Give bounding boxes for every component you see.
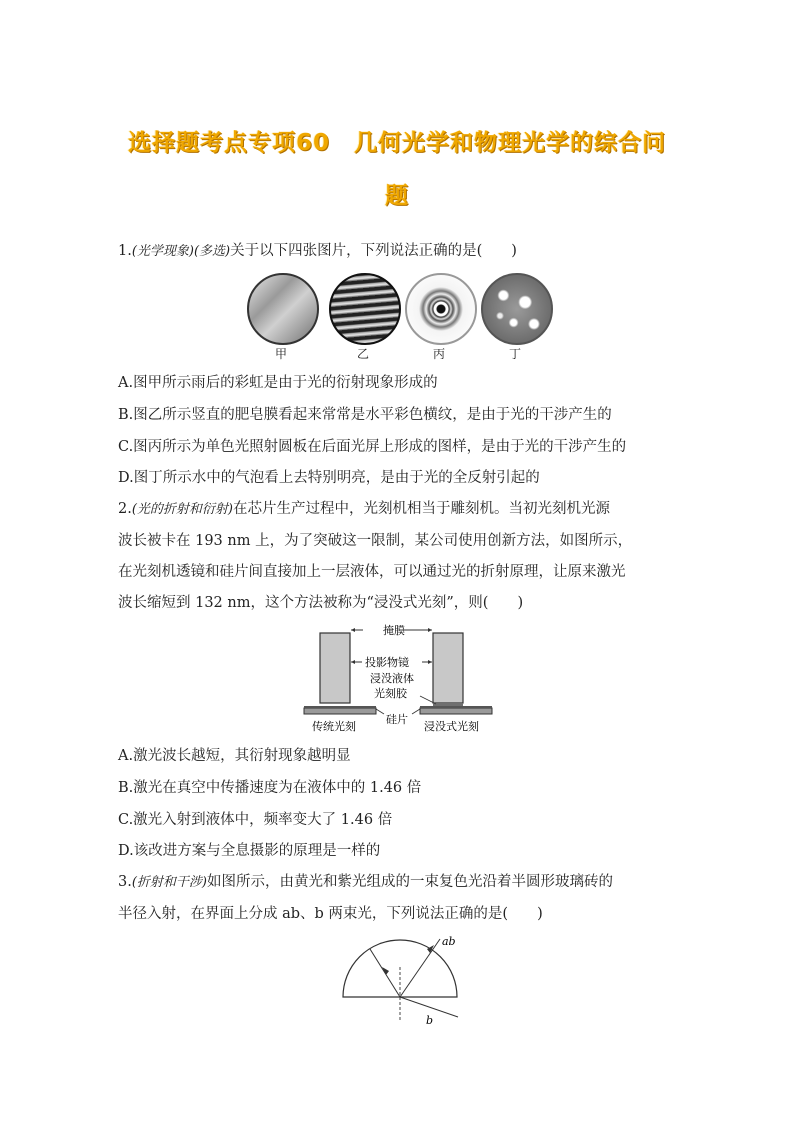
- label-immersion-lithography: 浸没式光刻: [424, 720, 479, 733]
- semicircle-glass-diagram: [330, 925, 470, 1025]
- reflected-ray-ab: [400, 939, 440, 997]
- wafer-pointer-right: [412, 709, 420, 714]
- question-text: 如图所示，由黄光和紫光组成的一束复色光沿着半圆形玻璃砖的: [207, 874, 613, 890]
- q2-option-b: B.激光在真空中传播速度为在液体中的 1.46 倍: [118, 780, 422, 796]
- question-2-stem-line-4: 波长缩短到 132 nm，这个方法被称为“浸没式光刻”，则( ): [118, 595, 524, 611]
- caption-ding: 丁: [508, 347, 521, 361]
- label-projection-lens: 投影物镜: [365, 656, 409, 669]
- page-title-line-1: 选择题考点专项60 几何光学和物理光学的综合问: [127, 130, 666, 156]
- water-bubbles-photo: [481, 273, 553, 345]
- question-3-stem-line-2: 半径入射，在界面上分成 ab、b 两束光，下列说法正确的是( ): [118, 906, 543, 922]
- question-2-stem-line-1: [118, 499, 610, 520]
- left-projection-lens: [320, 633, 350, 703]
- mask-arrow-right-head: [428, 628, 432, 632]
- question-tag: (折射和干涉): [131, 875, 207, 890]
- question-3-stem-line-1: [118, 872, 613, 893]
- lithography-diagram: [300, 622, 500, 740]
- question-1-stem: [118, 241, 517, 262]
- question-text: 关于以下四张图片，下列说法正确的是( ): [230, 243, 517, 259]
- caption-bing: 丙: [432, 347, 445, 361]
- q2-option-d: D.该改进方案与全息摄影的原理是一样的: [118, 843, 381, 859]
- q1-option-a: A.图甲所示雨后的彩虹是由于光的衍射现象形成的: [118, 375, 438, 391]
- page-title-line-2: 题: [385, 183, 409, 209]
- rainbow-photo: [247, 273, 319, 345]
- label-b: b: [426, 1014, 434, 1025]
- lens-arrow-left-head: [351, 660, 355, 664]
- q2-option-a: A.激光波长越短，其衍射现象越明显: [118, 748, 351, 764]
- label-ab: ab: [442, 935, 456, 948]
- question-tag: (光学现象)(多选): [131, 244, 231, 259]
- question-2-stem-line-2: 波长被卡在 193 nm 上，为了突破这一限制，某公司使用创新方法，如图所示，: [118, 533, 633, 549]
- lens-arrow-right-head: [428, 660, 432, 664]
- question-tag: (光的折射和衍射): [131, 502, 233, 517]
- question-text: 在芯片生产过程中，光刻机相当于雕刻机。当初光刻机光源: [233, 501, 610, 517]
- label-traditional-lithography: 传统光刻: [312, 720, 356, 733]
- immersion-liquid: [433, 703, 463, 706]
- circular-plate-diffraction-photo: [405, 273, 477, 345]
- q1-option-b: B.图乙所示竖直的肥皂膜看起来常常是水平彩色横纹，是由于光的干涉产生的: [118, 407, 612, 423]
- label-mask: 掩膜: [383, 624, 405, 637]
- caption-yi: 乙: [356, 347, 369, 361]
- left-wafer: [304, 708, 376, 714]
- q1-option-d: D.图丁所示水中的气泡看上去特别明亮，是由于光的全反射引起的: [118, 470, 540, 486]
- right-wafer: [420, 708, 492, 714]
- q1-option-c: C.图丙所示为单色光照射圆板在后面光屏上形成的图样，是由于光的干涉产生的: [118, 439, 627, 455]
- label-photoresist: 光刻胶: [374, 687, 407, 700]
- question-number: 1.: [118, 243, 132, 259]
- left-photoresist: [304, 706, 376, 708]
- question-number: 2.: [118, 501, 132, 517]
- incident-ray-arrow: [382, 967, 389, 975]
- q2-option-c: C.激光入射到液体中，频率变大了 1.46 倍: [118, 812, 393, 828]
- right-projection-lens: [433, 633, 463, 703]
- question-2-stem-line-3: 在光刻机透镜和硅片间直接加上一层液体，可以通过光的折射原理，让原来激光: [118, 564, 626, 580]
- mask-arrow-left-head: [351, 628, 355, 632]
- soap-film-photo: [329, 273, 401, 345]
- label-wafer: 硅片: [386, 713, 408, 726]
- question-number: 3.: [118, 874, 132, 890]
- wafer-pointer-left: [376, 709, 384, 714]
- caption-jia: 甲: [274, 347, 287, 361]
- label-immersion-liquid: 浸没液体: [370, 672, 414, 685]
- right-photoresist: [420, 706, 492, 708]
